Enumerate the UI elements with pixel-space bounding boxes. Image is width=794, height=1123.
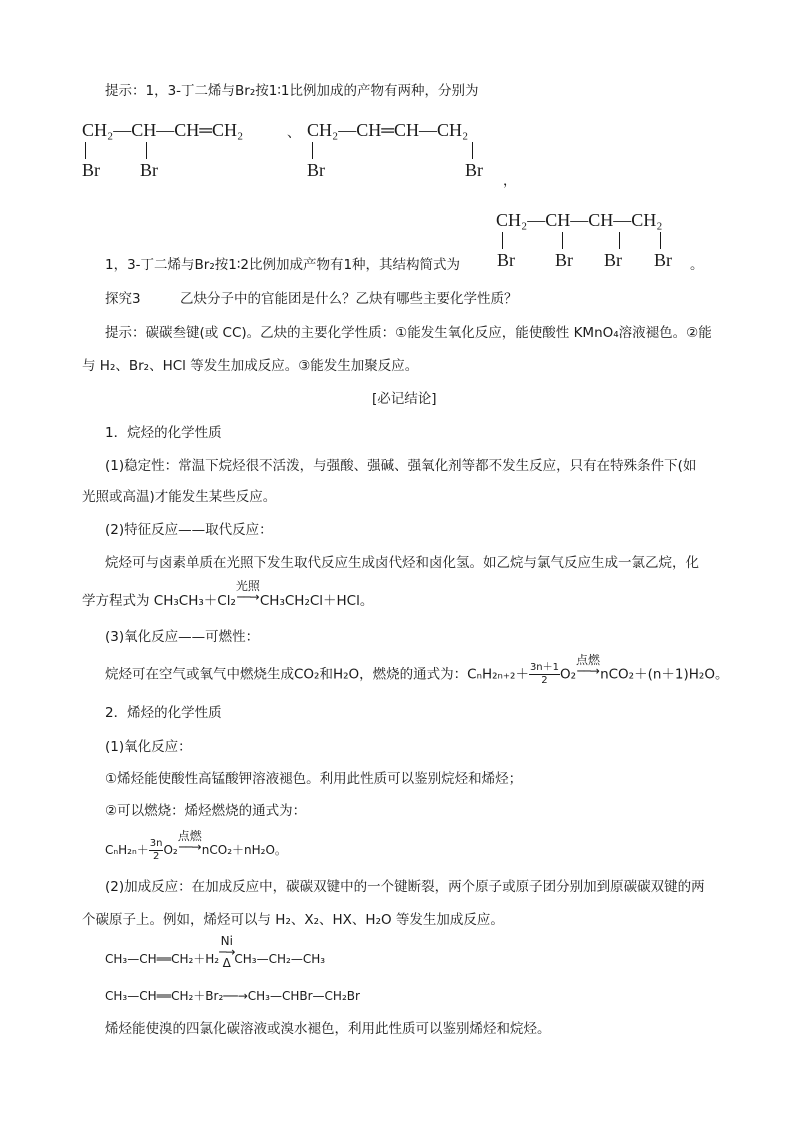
product2-bond-1	[312, 142, 313, 159]
arrow-icon: ──→	[179, 839, 201, 854]
section1-title: 1．烷烃的化学性质	[105, 425, 222, 441]
product2-br-1: Br	[307, 160, 325, 180]
product3-br-2: Br	[555, 250, 573, 270]
section2-title: 2．烯烃的化学性质	[105, 705, 222, 721]
s1-p2-title: (2)特征反应——取代反应：	[105, 522, 273, 538]
bromination-equation: CH₃—CH══CH₂＋Br₂──→CH₃—CHBr—CH₂Br	[105, 989, 360, 1003]
product3-bond-4	[660, 232, 661, 249]
ignite-condition: 点燃	[177, 828, 202, 843]
coefficient-fraction	[529, 662, 560, 687]
s2-p1-a: ①烯烃能使酸性高锰酸钾溶液褪色。利用此性质可以鉴别烷烃和烯烃；	[105, 771, 523, 787]
product3-br-3: Br	[604, 250, 622, 270]
ni-arrow	[219, 936, 234, 969]
arrow-icon: ──→	[237, 590, 259, 604]
alk-post: nCO₂＋nH₂O。	[201, 843, 287, 857]
hint-intro: 提示：1，3-丁二烯与Br₂按1∶1比例加成的产物有两种，分别为	[105, 83, 479, 99]
s1-p1-line1: (1)稳定性：常温下烷烃很不活泼，与强酸、强碱、强氧化剂等都不发生反应，只有在特殊条件下(如	[105, 458, 697, 474]
ni-catalyst: Ni	[220, 934, 233, 948]
frac-den: 2	[541, 675, 548, 686]
explore-answer-l2: 与 H₂、Br₂、HCl 等发生加成反应。③能发生加聚反应。	[82, 358, 419, 374]
product2-formula: CH₂—CH═CH—CH₂	[307, 120, 469, 140]
hint-line2: 1，3-丁二烯与Br₂按1∶2比例加成产物有1种，其结构简式为	[105, 257, 461, 273]
alk-o2: O₂	[163, 843, 178, 857]
arrow-icon: ─→	[219, 945, 235, 959]
comb-pre: 烷烃可在空气或氧气中燃烧生成CO₂和H₂O，燃烧的通式为：CₙH₂ₙ₊₂＋	[105, 666, 529, 683]
hydrogenation-equation	[105, 934, 326, 970]
product3-br-4: Br	[654, 250, 672, 270]
product1-br-1: Br	[82, 160, 100, 180]
s1-p1-line2: 光照或高温)才能发生某些反应。	[82, 489, 277, 505]
product3-bond-1	[502, 232, 503, 249]
s2-p1-title: (1)氧化反应：	[105, 739, 192, 755]
s2-p2-line1: (2)加成反应：在加成反应中，碳碳双键中的一个键断裂，两个原子或原子团分别加到原碳碳双键的两	[105, 879, 705, 895]
alkane-combustion-equation	[105, 652, 729, 687]
explore-label: 探究3	[105, 291, 141, 307]
ignite-arrow	[576, 652, 601, 678]
coefficient-fraction	[149, 838, 164, 863]
s2-p1-b: ②可以燃烧：烯烃燃烧的通式为：	[105, 803, 307, 819]
explore-answer-l1: 提示：碳碳叁键(或 CC)。乙炔的主要化学性质：①能发生氧化反应，能使酸性 KMnO₄溶液褪色。②能	[105, 325, 712, 341]
period: 。	[690, 257, 704, 273]
arrow-icon: ──→	[577, 663, 599, 678]
h-pre: CH₃—CH══CH₂＋H₂	[105, 952, 220, 966]
product3-bond-3	[619, 232, 620, 249]
product2-br-2: Br	[465, 160, 483, 180]
s1-p2-equation	[82, 579, 374, 610]
product1-formula: CH₂—CH—CH═CH₂	[82, 120, 244, 140]
comb-o2: O₂	[560, 666, 577, 683]
frac-num: 3n	[149, 838, 163, 849]
product3-br-1: Br	[497, 250, 515, 270]
light-condition: 光照	[235, 579, 260, 593]
product1-br-2: Br	[140, 160, 158, 180]
product3-bond-2	[562, 232, 563, 249]
alkene-combustion-equation	[105, 828, 287, 863]
eq-left: 学方程式为 CH₃CH₃＋Cl₂	[82, 593, 236, 609]
frac-num: 3n＋1	[529, 662, 559, 673]
comma: ，	[503, 173, 517, 189]
alk-pre: CₙH₂ₙ＋	[105, 843, 149, 857]
s2-p2-line2: 个碳原子上。例如，烯烃可以与 H₂、X₂、HX、H₂O 等发生加成反应。	[82, 912, 504, 928]
product2-bond-2	[472, 142, 473, 159]
frac-den: 2	[152, 851, 160, 862]
s1-p3-title: (3)氧化反应——可燃性：	[105, 629, 260, 645]
conclusion-heading: [必记结论]	[372, 391, 437, 407]
explore-question: 乙炔分子中的官能团是什么？乙炔有哪些主要化学性质？	[180, 291, 518, 307]
product1-bond-2	[146, 142, 147, 159]
light-arrow	[236, 581, 260, 603]
product3-formula: CH₂—CH—CH—CH₂	[496, 210, 663, 230]
eq-right: CH₃CH₂Cl＋HCl。	[259, 593, 374, 609]
h-post: CH₃—CH₂—CH₃	[234, 952, 326, 966]
ignite-condition: 点燃	[576, 652, 601, 667]
s1-p2-line1: 烷烃可与卤素单质在光照下发生取代反应生成卤代烃和卤化氢。如乙烷与氯气反应生成一氯乙烷，化	[105, 555, 699, 571]
final-note: 烯烃能使溴的四氯化碳溶液或溴水褪色，利用此性质可以鉴别烯烃和烷烃。	[105, 1021, 551, 1037]
heat-symbol: Δ	[222, 956, 231, 970]
comb-post: nCO₂＋(n＋1)H₂O。	[600, 666, 729, 683]
product1-bond-1	[85, 142, 86, 159]
ignite-arrow	[177, 828, 202, 854]
product-separator: 、	[287, 125, 301, 141]
